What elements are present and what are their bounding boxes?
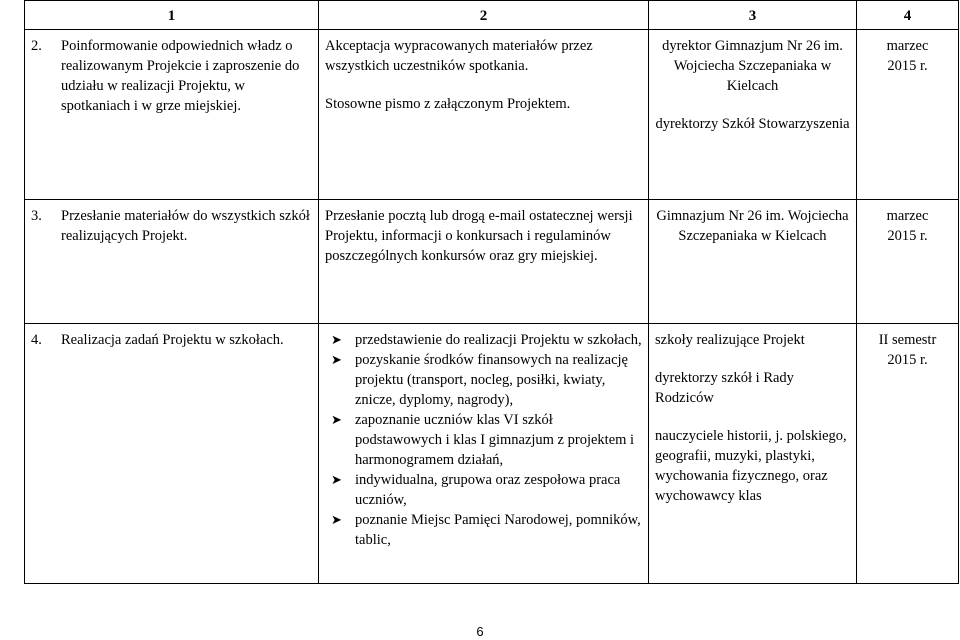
term-text: marzec xyxy=(886,208,929,224)
action-text: Stosowne pismo z załączonym Projektem. xyxy=(325,96,571,112)
arrow-bullet-icon: ➤ xyxy=(331,472,342,487)
table-row xyxy=(25,324,959,584)
header-col-2: 2 xyxy=(319,1,649,30)
arrow-bullet-icon: ➤ xyxy=(331,352,342,367)
table-row xyxy=(25,30,959,200)
task-title: Realizacja zadań Projektu w szkołach. xyxy=(61,332,284,348)
task-title: Poinformowanie odpowiednich władz o realizowanym Projekcie i zaproszenie do udziału w realizacji Projektu, w spotkaniach i w grze miejskiej. xyxy=(61,38,300,114)
list-item: ➤ indywidualna, grupowa oraz zespołowa praca uczniów, xyxy=(331,472,621,508)
term-text: marzec xyxy=(886,38,929,54)
list-item: ➤ poznanie Miejsc Pamięci Narodowej, pomników, tablic, xyxy=(331,512,641,548)
task-number: 3. xyxy=(31,208,42,224)
term-year: 2015 r. xyxy=(887,352,928,368)
page-number: 6 xyxy=(476,624,484,639)
responsible-text: szkoły realizujące Projekt xyxy=(655,332,805,348)
list-item: ➤ przedstawienie do realizacji Projektu w szkołach, xyxy=(331,332,642,348)
task-cell xyxy=(25,324,319,584)
list-item: ➤ zapoznanie uczniów klas VI szkół podstawowych i klas I gimnazjum z projektem i harmonogramem działań, xyxy=(331,412,635,468)
table-row xyxy=(25,200,959,324)
responsible-text: dyrektorzy szkół i Rady Rodziców xyxy=(655,370,794,406)
term-cell xyxy=(857,30,959,200)
task-number: 2. xyxy=(31,38,42,54)
task-number: 4. xyxy=(31,332,42,348)
responsible-text: Gimnazjum Nr 26 im. Wojciecha Szczepaniaka w Kielcach xyxy=(656,208,849,244)
responsible-text: dyrektorzy Szkół Stowarzyszenia xyxy=(655,116,850,132)
responsible-cell xyxy=(649,200,857,324)
action-bullet-list xyxy=(325,330,642,550)
term-cell xyxy=(857,200,959,324)
arrow-bullet-icon: ➤ xyxy=(331,332,342,347)
task-title: Przesłanie materiałów do wszystkich szkół realizujących Projekt. xyxy=(61,208,310,244)
arrow-bullet-icon: ➤ xyxy=(331,512,342,527)
list-item: ➤ pozyskanie środków finansowych na realizację projektu (transport, nocleg, posiłki, kwiaty, znicze, dyplomy, nagrody), xyxy=(331,352,628,408)
task-cell xyxy=(25,30,319,200)
action-text: Akceptacja wypracowanych materiałów przez wszystkich uczestników spotkania. xyxy=(325,38,593,74)
action-cell xyxy=(319,200,649,324)
responsible-cell xyxy=(649,30,857,200)
action-text: Przesłanie pocztą lub drogą e-mail ostatecznej wersji Projektu, informacji o konkursach i regulaminów poszczególnych konkursów oraz gry miejskiej. xyxy=(325,208,633,264)
header-col-1: 1 xyxy=(25,1,319,30)
responsible-cell xyxy=(649,324,857,584)
task-cell xyxy=(25,200,319,324)
header-col-3: 3 xyxy=(649,1,857,30)
term-text: II semestr xyxy=(878,332,937,348)
term-year: 2015 r. xyxy=(887,228,928,244)
action-cell xyxy=(319,30,649,200)
header-col-4: 4 xyxy=(857,1,959,30)
responsible-text: dyrektor Gimnazjum Nr 26 im. Wojciecha Szczepaniaka w Kielcach xyxy=(662,38,843,94)
project-plan-table xyxy=(24,0,959,584)
header-row xyxy=(25,1,959,30)
responsible-text: nauczyciele historii, j. polskiego, geografii, muzyki, plastyki, wychowania fizycznego, oraz wychowawcy klas xyxy=(655,428,847,504)
term-year: 2015 r. xyxy=(887,58,928,74)
term-cell xyxy=(857,324,959,584)
arrow-bullet-icon: ➤ xyxy=(331,412,342,427)
action-cell xyxy=(319,324,649,584)
